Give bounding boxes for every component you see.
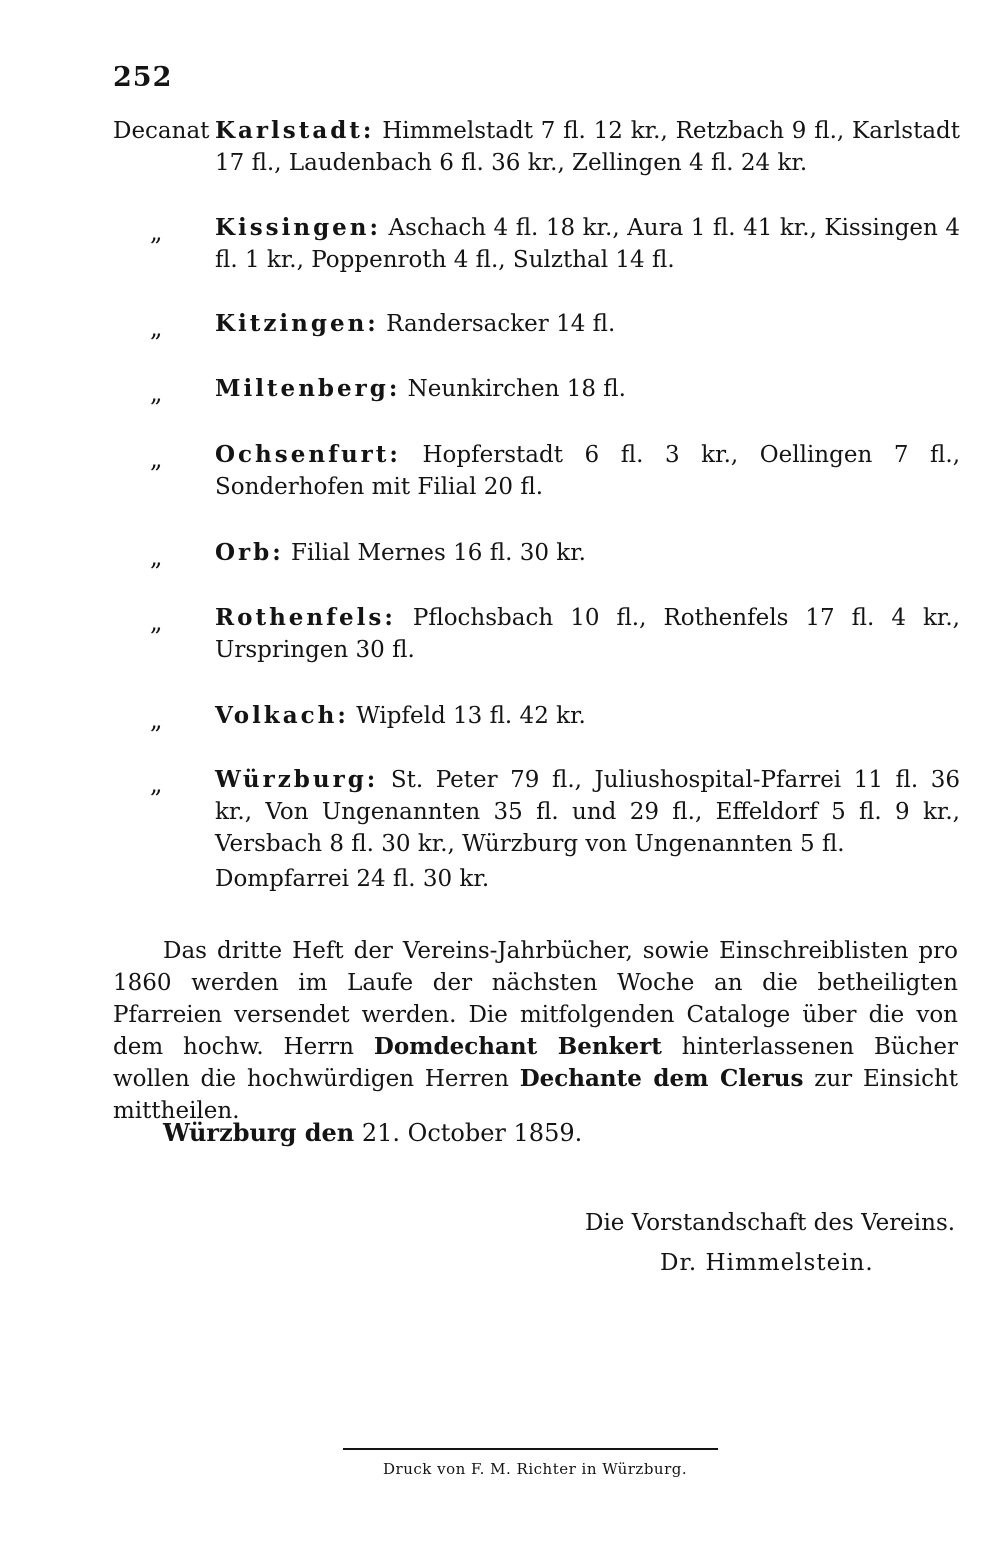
entry-body <box>215 373 960 405</box>
entry-body <box>215 602 960 666</box>
printer-imprint: Druck von F. M. Richter in Würzburg. <box>383 1460 688 1478</box>
entry-text: Pflochsbach 10 fl., Rothenfels 17 fl. 4 kr., Urspringen 30 fl. <box>215 605 960 663</box>
deanery-name: Karlstadt: <box>215 117 375 144</box>
entry-text: St. Peter 79 fl., Juliushospital-Pfarrei 11 fl. 36 kr., Von Ungenannten 35 fl. und 29 fl., Effeldorf 5 fl. 9 kr., Versbach 8 fl. 30 kr., Würzburg von Ungenannten 5 fl. <box>215 767 961 857</box>
paragraph-emphasis: Dechante dem Clerus <box>519 1065 804 1092</box>
ditto-mark: „ <box>150 706 163 734</box>
entry-body <box>215 212 960 276</box>
paragraph-emphasis: Domdechant Benkert <box>373 1033 662 1060</box>
entry-body <box>215 439 960 503</box>
entry-text: Hopferstadt 6 fl. 3 kr., Oellingen 7 fl., Sonderhofen mit Filial 20 fl. <box>215 442 961 500</box>
decanat-label: Decanat <box>113 118 210 144</box>
footer-rule <box>343 1448 718 1450</box>
ditto-mark: „ <box>150 445 163 473</box>
entry-body <box>215 700 960 732</box>
paragraph-text: hinterlassenen Bücher wollen die hochwürdigen Herren <box>113 1034 958 1092</box>
deanery-name: Volkach: <box>215 702 349 729</box>
deanery-name: Ochsenfurt: <box>215 441 401 468</box>
entry-text: Aschach 4 fl. 18 kr., Aura 1 fl. 41 kr., Kissingen 4 fl. 1 kr., Poppenroth 4 fl., Sulzthal 14 fl. <box>215 215 960 273</box>
ditto-mark: „ <box>150 379 163 407</box>
ditto-mark: „ <box>150 608 163 636</box>
deanery-name: Miltenberg: <box>215 375 401 402</box>
entry-text: Randersacker 14 fl. <box>386 311 616 337</box>
deanery-name: Kissingen: <box>215 214 382 241</box>
deanery-name: Rothenfels: <box>215 604 396 631</box>
entry-tail: Dompfarrei 24 fl. 30 kr. <box>215 866 490 892</box>
paragraph-text: zur Einsicht mittheilen. <box>113 1066 959 1124</box>
entry-text: Filial Mernes 16 fl. 30 kr. <box>291 540 586 566</box>
ditto-mark: „ <box>150 218 163 246</box>
entry-body <box>215 115 960 179</box>
signature-name: Dr. Himmelstein. <box>660 1250 874 1276</box>
ditto-mark: „ <box>150 314 163 342</box>
deanery-name: Würzburg: <box>215 766 379 793</box>
entry-text: Himmelstadt 7 fl. 12 kr., Retzbach 9 fl., Karlstadt 17 fl., Laudenbach 6 fl. 36 kr., Zellingen 4 fl. 24 kr. <box>215 118 960 176</box>
ditto-mark: „ <box>150 543 163 571</box>
announcement-paragraph <box>113 935 958 1127</box>
dateline-place: Würzburg den <box>163 1118 355 1147</box>
entry-body <box>215 308 960 340</box>
entry-text: Wipfeld 13 fl. 42 kr. <box>356 703 586 729</box>
dateline-date: 21. October 1859. <box>354 1119 583 1147</box>
entry-text: Neunkirchen 18 fl. <box>407 376 626 402</box>
dateline <box>163 1118 582 1147</box>
entry-body <box>215 764 960 895</box>
signature-board: Die Vorstandschaft des Vereins. <box>585 1210 956 1236</box>
deanery-name: Kitzingen: <box>215 310 379 337</box>
entry-body <box>215 537 960 569</box>
deanery-name: Orb: <box>215 539 284 566</box>
paragraph-text: Das dritte Heft der Vereins-Jahrbücher, sowie Einschreiblisten pro 1860 werden im Laufe der nächsten Woche an die betheiligten Pfarreien versendet werden. Die mitfolgenden Cataloge über die von dem hochw. Herrn <box>113 938 958 1060</box>
page-number: 252 <box>113 62 173 93</box>
ditto-mark: „ <box>150 770 163 798</box>
